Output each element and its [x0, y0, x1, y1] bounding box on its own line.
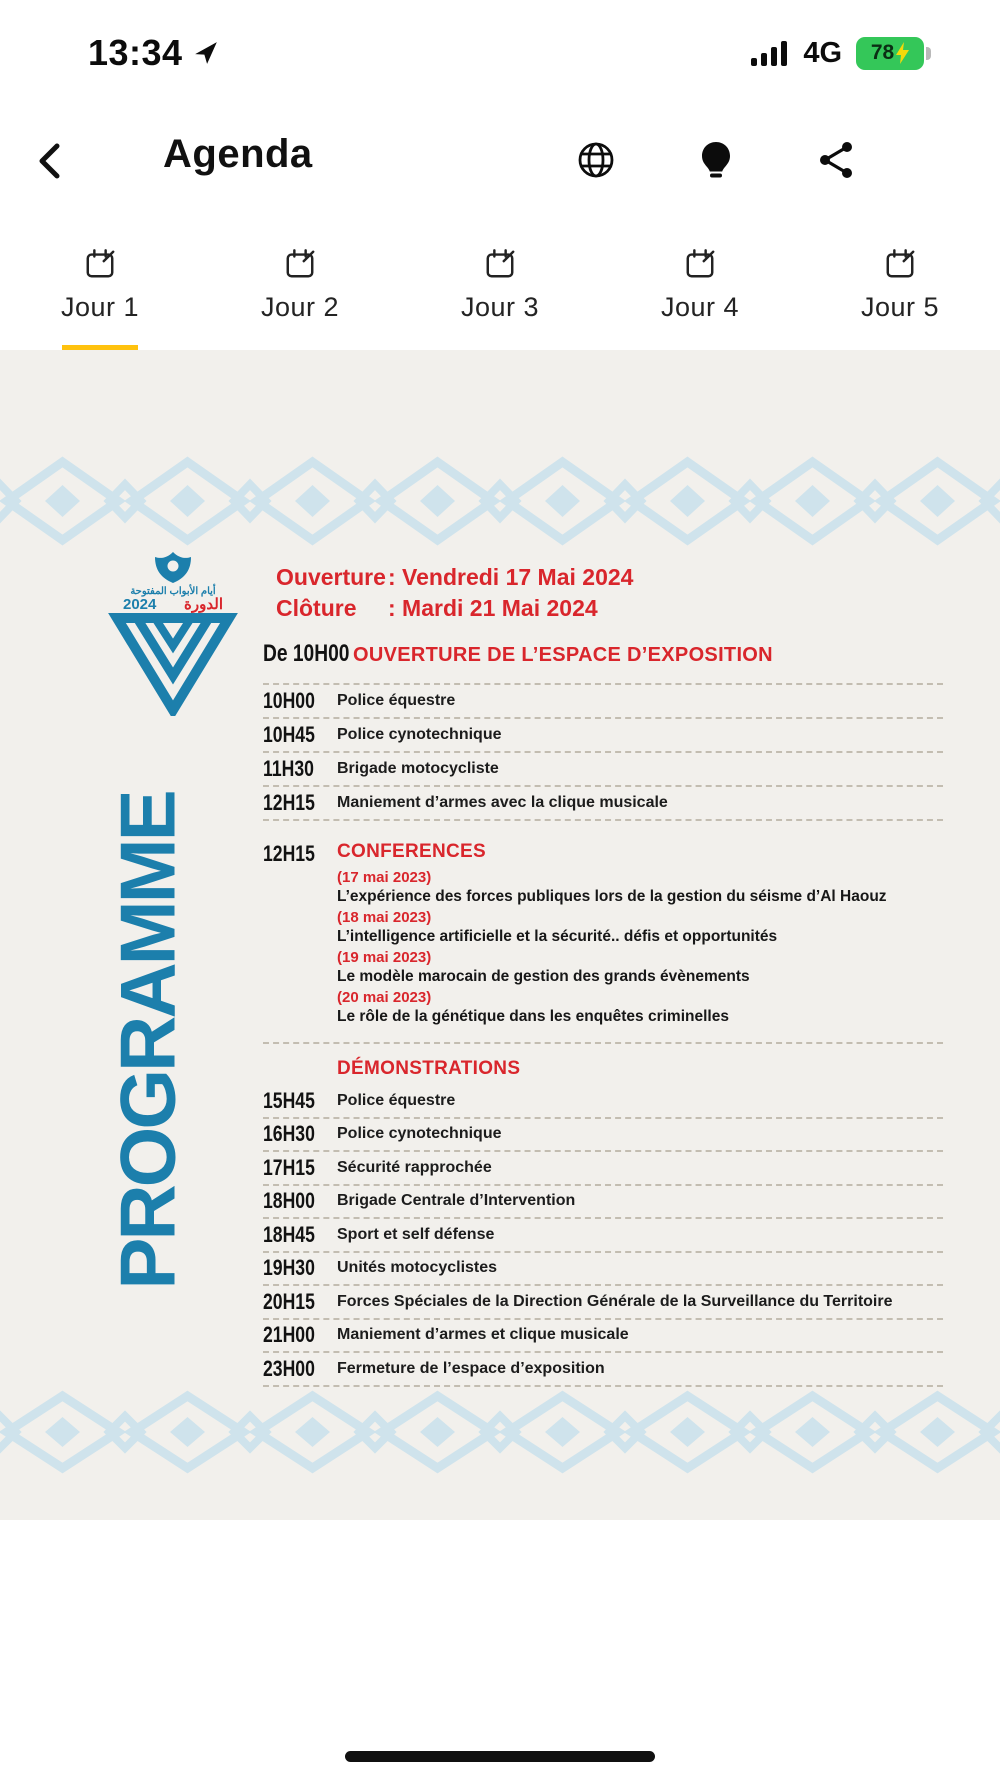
closing-date-label: Clôture — [276, 595, 357, 621]
event-label: Police cynotechnique — [337, 726, 502, 743]
event-label: Police cynotechnique — [337, 1125, 502, 1143]
home-indicator[interactable] — [345, 1751, 655, 1762]
event-time: 17H15 — [263, 1154, 315, 1180]
event-row — [263, 719, 943, 753]
tab-label: Jour 4 — [660, 292, 740, 322]
calendar-edit-icon — [284, 248, 316, 280]
event-logo — [103, 548, 243, 716]
opening-date-value: : Vendredi 17 Mai 2024 — [388, 564, 634, 590]
opening-time: De 10H00 — [263, 640, 350, 667]
event-label: Sport et self défense — [337, 1225, 495, 1243]
conference-list — [337, 841, 887, 1028]
event-label: Brigade Centrale d’Intervention — [337, 1192, 576, 1210]
logo-year: 2024 — [123, 596, 157, 613]
event-label: Fermeture de l’espace d’exposition — [337, 1359, 605, 1377]
status-bar — [0, 0, 1000, 92]
event-time: 18H45 — [263, 1221, 315, 1247]
event-label: Unités motocyclistes — [337, 1259, 498, 1277]
event-row — [263, 1119, 943, 1153]
event-time: 19H30 — [263, 1255, 315, 1281]
conference-time: 12H15 — [263, 841, 315, 866]
closing-date-line — [276, 593, 633, 624]
event-row — [263, 1152, 943, 1186]
event-label: Maniement d’armes avec la clique musicale — [337, 794, 668, 811]
tab-label: Jour 5 — [860, 292, 940, 322]
event-row — [263, 1219, 943, 1253]
conferences-block — [263, 841, 943, 1044]
globe-icon[interactable] — [576, 140, 616, 180]
event-label: Police équestre — [337, 1091, 456, 1109]
opening-date-label: Ouverture — [276, 564, 386, 590]
demonstration-events — [263, 1085, 943, 1387]
event-time: 10H00 — [263, 688, 315, 713]
poster-side-title: PROGRAMME — [103, 791, 192, 1290]
calendar-edit-icon — [884, 248, 916, 280]
demonstrations-title: DÉMONSTRATIONS — [337, 1058, 521, 1079]
event-time: 16H30 — [263, 1121, 315, 1147]
program-schedule — [263, 640, 943, 1387]
morning-events — [263, 683, 943, 821]
event-label: Forces Spéciales de la Direction Générale de la Surveillance du Territoire — [337, 1292, 893, 1310]
page-title: Agenda — [163, 132, 313, 176]
day-tab-bar — [0, 238, 1000, 350]
conference-topic: Le modèle marocain de gestion des grands évènements — [337, 968, 750, 985]
event-row — [263, 1186, 943, 1220]
logo-edition: الدورة — [184, 596, 223, 613]
calendar-edit-icon — [484, 248, 516, 280]
closing-date-value: : Mardi 21 Mai 2024 — [388, 595, 598, 621]
event-label: Brigade motocycliste — [337, 760, 499, 777]
status-left — [88, 32, 219, 74]
back-button[interactable] — [34, 140, 78, 184]
conference-date: (20 mai 2023) — [337, 989, 432, 1006]
opening-title: OUVERTURE DE L’ESPACE D’EXPOSITION — [353, 644, 773, 666]
lightbulb-icon[interactable] — [696, 140, 736, 180]
event-row — [263, 1320, 943, 1354]
event-time: 20H15 — [263, 1288, 315, 1314]
event-label: Maniement d’armes et clique musicale — [337, 1326, 629, 1344]
side-title-wrap — [103, 768, 192, 1313]
event-row — [263, 753, 943, 787]
event-time: 12H15 — [263, 790, 315, 815]
event-row — [263, 1085, 943, 1119]
share-icon[interactable] — [816, 140, 856, 180]
conference-date: (19 mai 2023) — [337, 949, 432, 966]
cellular-signal-icon — [751, 40, 789, 66]
event-dates — [276, 562, 633, 624]
event-row — [263, 1353, 943, 1387]
event-row — [263, 685, 943, 719]
battery-percent: 78 — [870, 41, 895, 64]
exhibition-opening-row — [263, 640, 943, 668]
event-time: 10H45 — [263, 722, 315, 747]
header — [0, 118, 1000, 204]
calendar-edit-icon — [684, 248, 716, 280]
tab-label: Jour 3 — [460, 292, 540, 322]
conference-topic: L’intelligence artificielle et la sécurité.. défis et opportunités — [337, 928, 778, 945]
event-time: 15H45 — [263, 1087, 315, 1113]
tab-jour-1[interactable] — [0, 238, 200, 350]
conference-date: (18 mai 2023) — [337, 909, 432, 926]
tab-jour-5[interactable] — [800, 238, 1000, 350]
network-type: 4G — [803, 36, 842, 69]
event-row — [263, 1253, 943, 1287]
conference-topic: L’expérience des forces publiques lors de la gestion du séisme d’Al Haouz — [337, 888, 887, 905]
charging-bolt-icon — [896, 42, 909, 64]
clock: 13:34 — [88, 32, 183, 73]
opening-date-line — [276, 562, 633, 593]
tab-jour-3[interactable] — [400, 238, 600, 350]
event-label: Police équestre — [337, 692, 456, 709]
event-time: 21H00 — [263, 1322, 315, 1348]
tab-jour-2[interactable] — [200, 238, 400, 350]
tab-jour-4[interactable] — [600, 238, 800, 350]
tab-label: Jour 1 — [60, 292, 140, 322]
calendar-edit-icon — [84, 248, 116, 280]
event-time: 18H00 — [263, 1188, 315, 1214]
conference-topic: Le rôle de la génétique dans les enquêtes criminelles — [337, 1008, 729, 1025]
status-right — [751, 37, 924, 70]
logo-event-name: أيام الأبواب المفتوحة — [130, 586, 216, 597]
pattern-band-top — [0, 454, 1000, 548]
back-chevron-icon — [34, 140, 64, 182]
event-time: 11H30 — [263, 756, 314, 781]
pattern-band-bottom — [0, 1390, 1000, 1474]
location-arrow-icon — [193, 40, 219, 66]
battery-indicator — [856, 37, 924, 70]
header-actions — [576, 140, 856, 180]
event-row — [263, 787, 943, 821]
program-poster — [0, 350, 1000, 1520]
event-label: Sécurité rapprochée — [337, 1158, 492, 1176]
event-time: 23H00 — [263, 1355, 315, 1381]
conference-date: (17 mai 2023) — [337, 869, 432, 886]
tab-label: Jour 2 — [260, 292, 340, 322]
conferences-title: CONFERENCES — [337, 841, 486, 862]
event-row — [263, 1286, 943, 1320]
